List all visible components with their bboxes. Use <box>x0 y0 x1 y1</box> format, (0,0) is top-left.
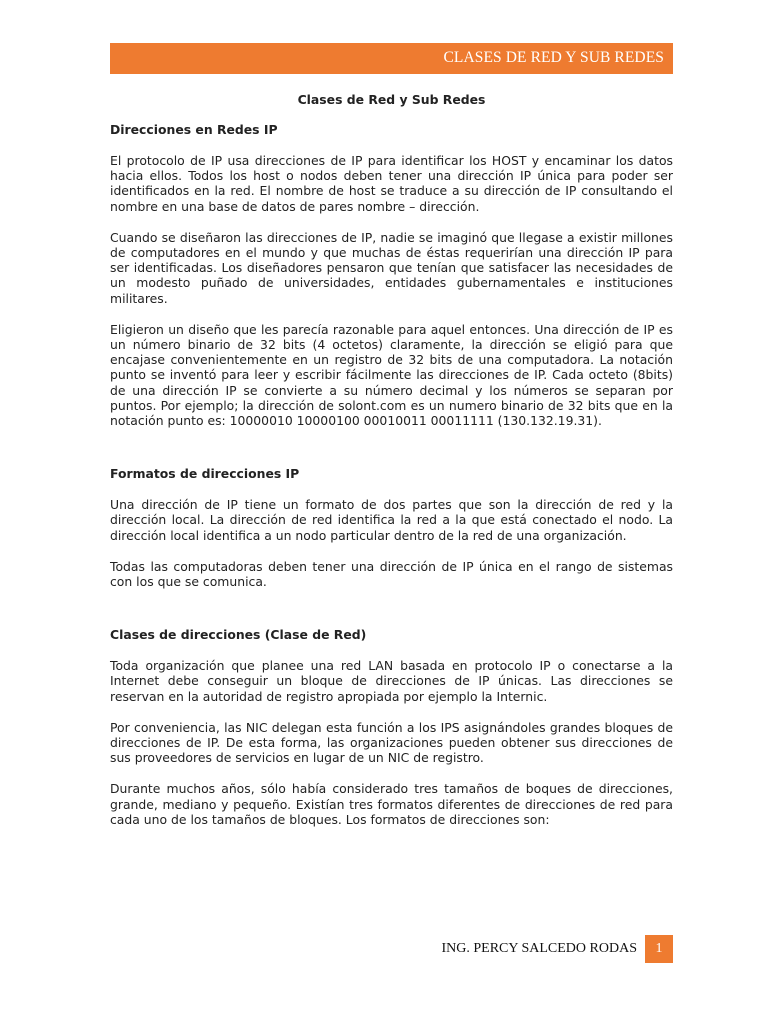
page-number: 1 <box>655 941 663 956</box>
section-heading: Clases de direcciones (Clase de Red) <box>110 627 367 643</box>
paragraph: El protocolo de IP usa direcciones de IP para identificar los HOST y encaminar los datos hacia ellos. Todos los host o nodos deben tener una dirección IP única para poder ser identificados en la red. El nombre de host se traduce a su dirección de IP consultando el nombre en una base de datos de pares nombre – dirección. <box>110 153 673 214</box>
page-number-badge <box>645 935 673 963</box>
document-title: Clases de Red y Sub Redes <box>297 92 486 107</box>
paragraph: Una dirección de IP tiene un formato de dos partes que son la dirección de red y la dirección local. La dirección de red identifica la red a la que está conectado el nodo. La dirección local identifica a un nodo particular dentro de la red de una organización. <box>110 497 673 543</box>
document-body <box>110 92 673 827</box>
header-title: CLASES DE RED Y SUB REDES <box>443 49 664 66</box>
paragraph: Toda organización que planee una red LAN basada en protocolo IP o conectarse a la Internet debe conseguir un bloque de direcciones de IP únicas. Las direcciones se reservan en la autoridad de registro apropiada por ejemplo la Internic. <box>110 658 673 704</box>
section-heading: Direcciones en Redes IP <box>110 122 278 137</box>
footer-author: ING. PERCY SALCEDO RODAS <box>441 941 637 956</box>
paragraph: Durante muchos años, sólo había considerado tres tamaños de boques de direcciones, grande, mediano y pequeño. Existían tres formatos diferentes de direcciones de red para cada uno de los tamaños de bloques. Los formatos de direcciones son: <box>110 781 673 827</box>
section-heading: Formatos de direcciones IP <box>110 466 300 482</box>
paragraph: Cuando se diseñaron las direcciones de IP, nadie se imaginó que llegase a existir millones de computadores en el mundo y que muchas de éstas requerirían una dirección IP para ser identificadas. Los diseñadores pensaron que tenían que satisfacer las necesidades de un modesto puñado de universidades, entidades gubernamentales e instituciones militares. <box>110 229 673 306</box>
paragraph: Eligieron un diseño que les parecía razonable para aquel entonces. Una dirección de IP es un número binario de 32 bits (4 octetos) claramente, la dirección se eligió para que encajase convenientemente en un registro de 32 bits de una computadora. La notación punto se inventó para leer y escribir fácilmente las direcciones de IP. Cada octeto (8bits) de una dirección IP se convierte a su número decimal y los números se separan por puntos. Por ejemplo; la dirección de solont.com es un numero binario de 32 bits que en la notación punto es: 10000010 10000100 00010011 00011111 (130.132.19.31). <box>110 321 673 429</box>
paragraph: Por conveniencia, las NIC delegan esta función a los IPS asignándoles grandes bloques de direcciones de IP. De esta forma, las organizaciones pueden obtener sus direcciones de sus proveedores de servicios en lugar de un NIC de registro. <box>110 719 673 766</box>
header-bar <box>110 43 673 74</box>
paragraph: Todas las computadoras deben tener una dirección de IP única en el rango de sistemas con los que se comunica. <box>110 558 673 590</box>
